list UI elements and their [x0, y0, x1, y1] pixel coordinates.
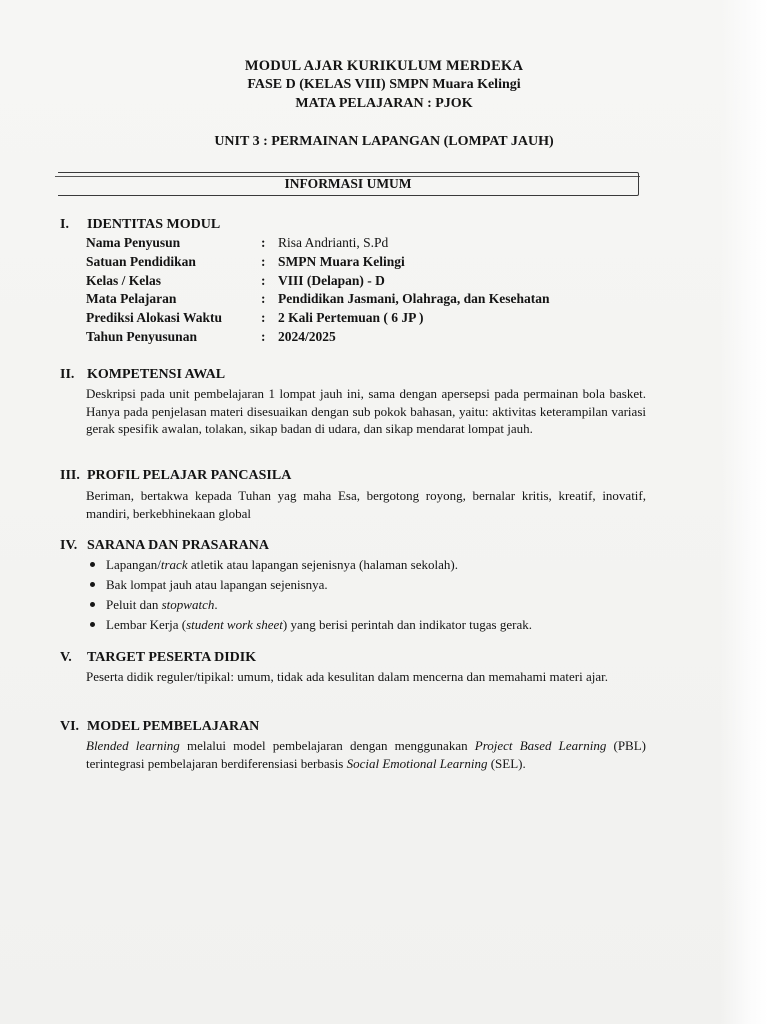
identity-colon: : [261, 291, 266, 306]
section-heading-profil [60, 468, 291, 484]
section-heading-sarana [60, 538, 269, 554]
bullet-icon [90, 622, 95, 627]
unit-title: UNIT 3 : PERMAINAN LAPANGAN (LOMPAT JAUH) [214, 134, 554, 149]
identity-value: 2 Kali Pertemuan ( 6 JP ) [278, 310, 424, 325]
sarana-list [86, 555, 532, 635]
model-term: Social Emotional Learning [346, 755, 488, 771]
section-heading-target [60, 650, 256, 666]
module-title: MODUL AJAR KURIKULUM MERDEKA [244, 58, 524, 74]
item-text: Lapangan/ [106, 557, 161, 572]
section-title: TARGET PESERTA DIDIK [87, 650, 257, 665]
identity-label: Satuan Pendidikan [86, 254, 196, 269]
item-italic: track [160, 557, 188, 572]
item-text: ) yang berisi perintah dan indikator tugas gerak. [282, 617, 532, 632]
section-title: IDENTITAS MODUL [87, 217, 221, 232]
identity-value: SMPN Muara Kelingi [278, 254, 405, 269]
identity-colon: : [261, 254, 266, 269]
section-title: SARANA DAN PRASARANA [87, 538, 270, 553]
identity-label: Nama Penyusun [86, 235, 181, 250]
identity-colon: : [261, 329, 266, 344]
identity-label: Tahun Penyusunan [86, 329, 197, 344]
model-term: Blended learning [86, 738, 180, 753]
item-text: atletik atau lapangan sejenisnya (halaman sekolah). [187, 557, 458, 572]
page-edge [720, 0, 768, 1024]
bullet-icon [90, 582, 95, 587]
section-number: IV. [60, 538, 78, 553]
section-title: KOMPETENSI AWAL [87, 367, 226, 382]
identity-label: Kelas / Kelas [86, 273, 161, 288]
identity-value: Pendidikan Jasmani, Olahraga, dan Kesehatan [278, 291, 550, 306]
profil-paragraph: Beriman, bertakwa kepada Tuhan yag maha Esa, bergotong royong, bernalar kritis, kreatif, inovatif, mandiri, berkebhinekaan global [86, 488, 646, 521]
identity-label: Prediksi Alokasi Waktu [86, 310, 223, 325]
section-number: II. [60, 367, 75, 382]
item-italic: student work sheet [186, 617, 283, 632]
info-header-title: INFORMASI UMUM [284, 176, 412, 191]
model-paragraph [86, 737, 646, 772]
section-heading-model [60, 719, 259, 735]
item-italic: stopwatch [161, 597, 215, 612]
identity-value: Risa Andrianti, S.Pd [278, 235, 389, 250]
list-item [86, 595, 532, 615]
section-title: MODEL PEMBELAJARAN [87, 719, 260, 734]
item-text: Peluit dan [106, 597, 162, 612]
section-number: VI. [60, 719, 80, 734]
identity-value: 2024/2025 [278, 329, 336, 344]
phase-line: FASE D (KELAS VIII) SMPN Muara Kelingi [247, 77, 521, 92]
list-item [86, 575, 532, 595]
identity-label: Mata Pelajaran [86, 291, 177, 306]
section-heading-identitas [60, 217, 220, 233]
section-number: I. [60, 217, 69, 232]
identity-value: VIII (Delapan) - D [278, 273, 385, 288]
subject-line: MATA PELAJARAN : PJOK [295, 96, 473, 111]
model-text: (SEL). [487, 755, 526, 771]
list-item [86, 555, 532, 575]
model-text: (PBL) terintegrasi pembelajaran berdiferensiasi berbasis [86, 738, 646, 771]
section-title: PROFIL PELAJAR PANCASILA [87, 468, 292, 483]
bullet-icon [90, 562, 95, 567]
item-text: . [214, 597, 218, 612]
identity-colon: : [261, 235, 266, 250]
kompetensi-paragraph: Deskripsi pada unit pembelajaran 1 lompat jauh ini, sama dengan apersepsi pada permainan bola basket. Hanya pada penjelasan materi disesuaikan dengan sub pokok bahasan, yaitu: aktivitas keterampilan variasi gerak spesifik awalan, tolakan, sikap badan di udara, dan sikap mendarat lompat jauh. [86, 386, 646, 436]
list-item [86, 615, 532, 635]
identity-colon: : [261, 310, 266, 325]
section-heading-kompetensi [60, 367, 225, 383]
section-number: V. [60, 650, 72, 665]
identity-colon: : [261, 273, 266, 288]
target-paragraph: Peserta didik reguler/tipikal: umum, tidak ada kesulitan dalam mencerna dan memahami materi ajar. [86, 669, 608, 684]
section-number: III. [60, 468, 80, 483]
bullet-icon [90, 602, 95, 607]
item-text: Lembar Kerja ( [106, 617, 187, 632]
item-text: Bak lompat jauh atau lapangan sejenisnya. [106, 577, 328, 592]
model-term: Project Based Learning [474, 738, 607, 753]
model-text: melalui model pembelajaran dengan menggunakan [179, 738, 475, 753]
